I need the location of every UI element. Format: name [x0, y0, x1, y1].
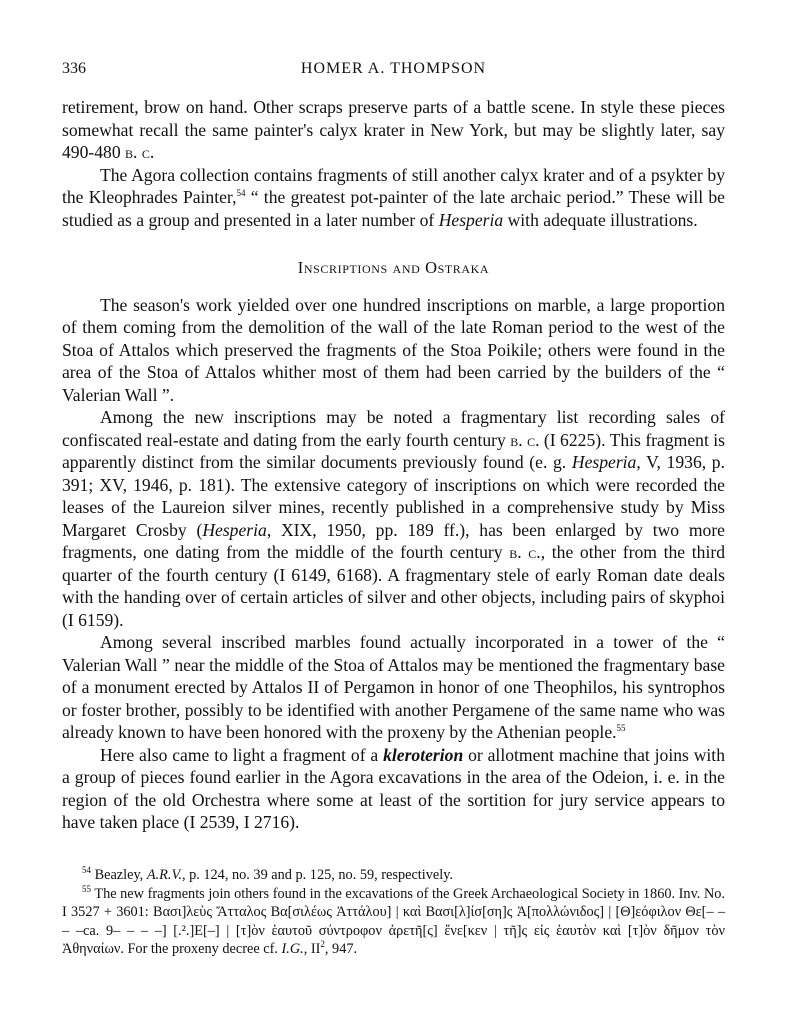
running-head [62, 60, 725, 86]
journal-title: Hesperia [438, 209, 504, 230]
paragraph-3: The season's work yielded over one hundred inscriptions on marble, a large proportion of them coming from the demolition of the wall of the late Roman period to the west of the Stoa of Attalos which preserved the fragments of the Stoa Poikile; others were found in the area of the Stoa of Attalos whither most of them had been carried by the builders of the “ Valerian Wall ”. [62, 294, 725, 405]
footnote-ref-54[interactable]: 54 [236, 188, 246, 199]
footnotes [62, 866, 725, 959]
body-text [62, 96, 725, 834]
term-kleroterion: kleroterion [383, 744, 464, 765]
paragraph-1: retirement, brow on hand. Other scraps preserve parts of a battle scene. In style these pieces somewhat recall the same painter's calyx krater in New York, but may be slightly later, say 490-480 b. c. [62, 97, 725, 162]
paragraph-5: Among several inscribed marbles found actually incorporated in a tower of the “ Valerian Wall ” near the middle of the Stoa of Attalos may be mentioned the fragmentary base of a monument erected by Attalos II of Pergamon in honor of one Theophilos, his syntrophos or foster brother, possibly to be identified with another Pergamene of the same name who was already known to have been honored with the proxeny by the Athenian people.$^{55}$ [62, 632, 725, 742]
era-abbreviation: b. c. [509, 542, 541, 562]
footnote-55: $^{55}$ The new fragments join others found in the excavations of the Greek Archaeological Society in 1860. Inv. No. I 3527 + 3601: Βασι]λεὺς Ἄτταλος Βα[σιλέως Ἀττάλου] | καὶ Βασι[λ]ίσ[ση]ς Ἀ[πολλώνιδος] | [Θ]εόφιλον Θε[– – – –ca. 9– – – –] [.².]Ε[–] | [τ]ὸν ἑαυτοῦ σύντροφον ἀρετῆ[ς] ἕνε[κεν | τῆ]ς εἰς ἑαυτὸν καὶ [τ]ὸν δῆμον τὸν Ἀθηναίων. For the proxeny decree cf. I.G., $II^2$, 947. [62, 883, 725, 957]
running-head-author: HOMER A. THOMPSON [300, 60, 487, 77]
section-heading: Inscriptions and Ostraka [297, 258, 490, 277]
era-abbreviation: b. c. [125, 142, 155, 162]
journal-title: Hesperia [571, 452, 637, 472]
page-number: 336 [62, 60, 86, 77]
journal-title: Hesperia [202, 519, 267, 540]
paragraph-6: Here also came to light a fragment of a kleroterion or allotment machine that joins with a group of pieces found earlier in the Agora excavations in the area of the Odeion, i. e. in the region of the old Orchestra where some at least of the sortition for jury service appears to have taken place (I 2539, I 2716). [62, 744, 725, 832]
paragraph-2: The Agora collection contains fragments of still another calyx krater and of a psykter by the Kleophrades Painter,$^{54}$ “ the greatest pot-painter of the late archaic period.” These will be studied as a group and presented in a later number of Hesperia with adequate illustrations. [62, 164, 725, 230]
footnote-ref-55[interactable]: 55 [616, 723, 626, 734]
paragraph-4: Among the new inscriptions may be noted a fragmentary list recording sales of confiscated real-estate and dating from the early fourth century b. c. (I 6225). This fragment is apparently distinct from the similar documents previously found (e. g. Hesperia, V, 1936, p. 391; XV, 1946, p. 181). The extensive category of inscriptions on which were recorded the leases of the Laureion silver mines, recently published in a comprehensive study by Miss Margaret Crosby (Hesperia, XIX, 1950, pp. 189 ff.), has been enlarged by two more fragments, one dating from the middle of the fourth century b. c., the other from the third quarter of the fourth century (I 6149, 6168). A fragmentary stele of early Roman date deals with the handing over of certain articles of silver and other objects, including pairs of skyphoi (I 6159). [62, 407, 725, 630]
footnote-54: $^{54}$ Beazley, A.R.V., p. 124, no. 39 and p. 125, no. 59, respectively. [82, 865, 454, 883]
era-abbreviation: b. c. [510, 429, 540, 450]
